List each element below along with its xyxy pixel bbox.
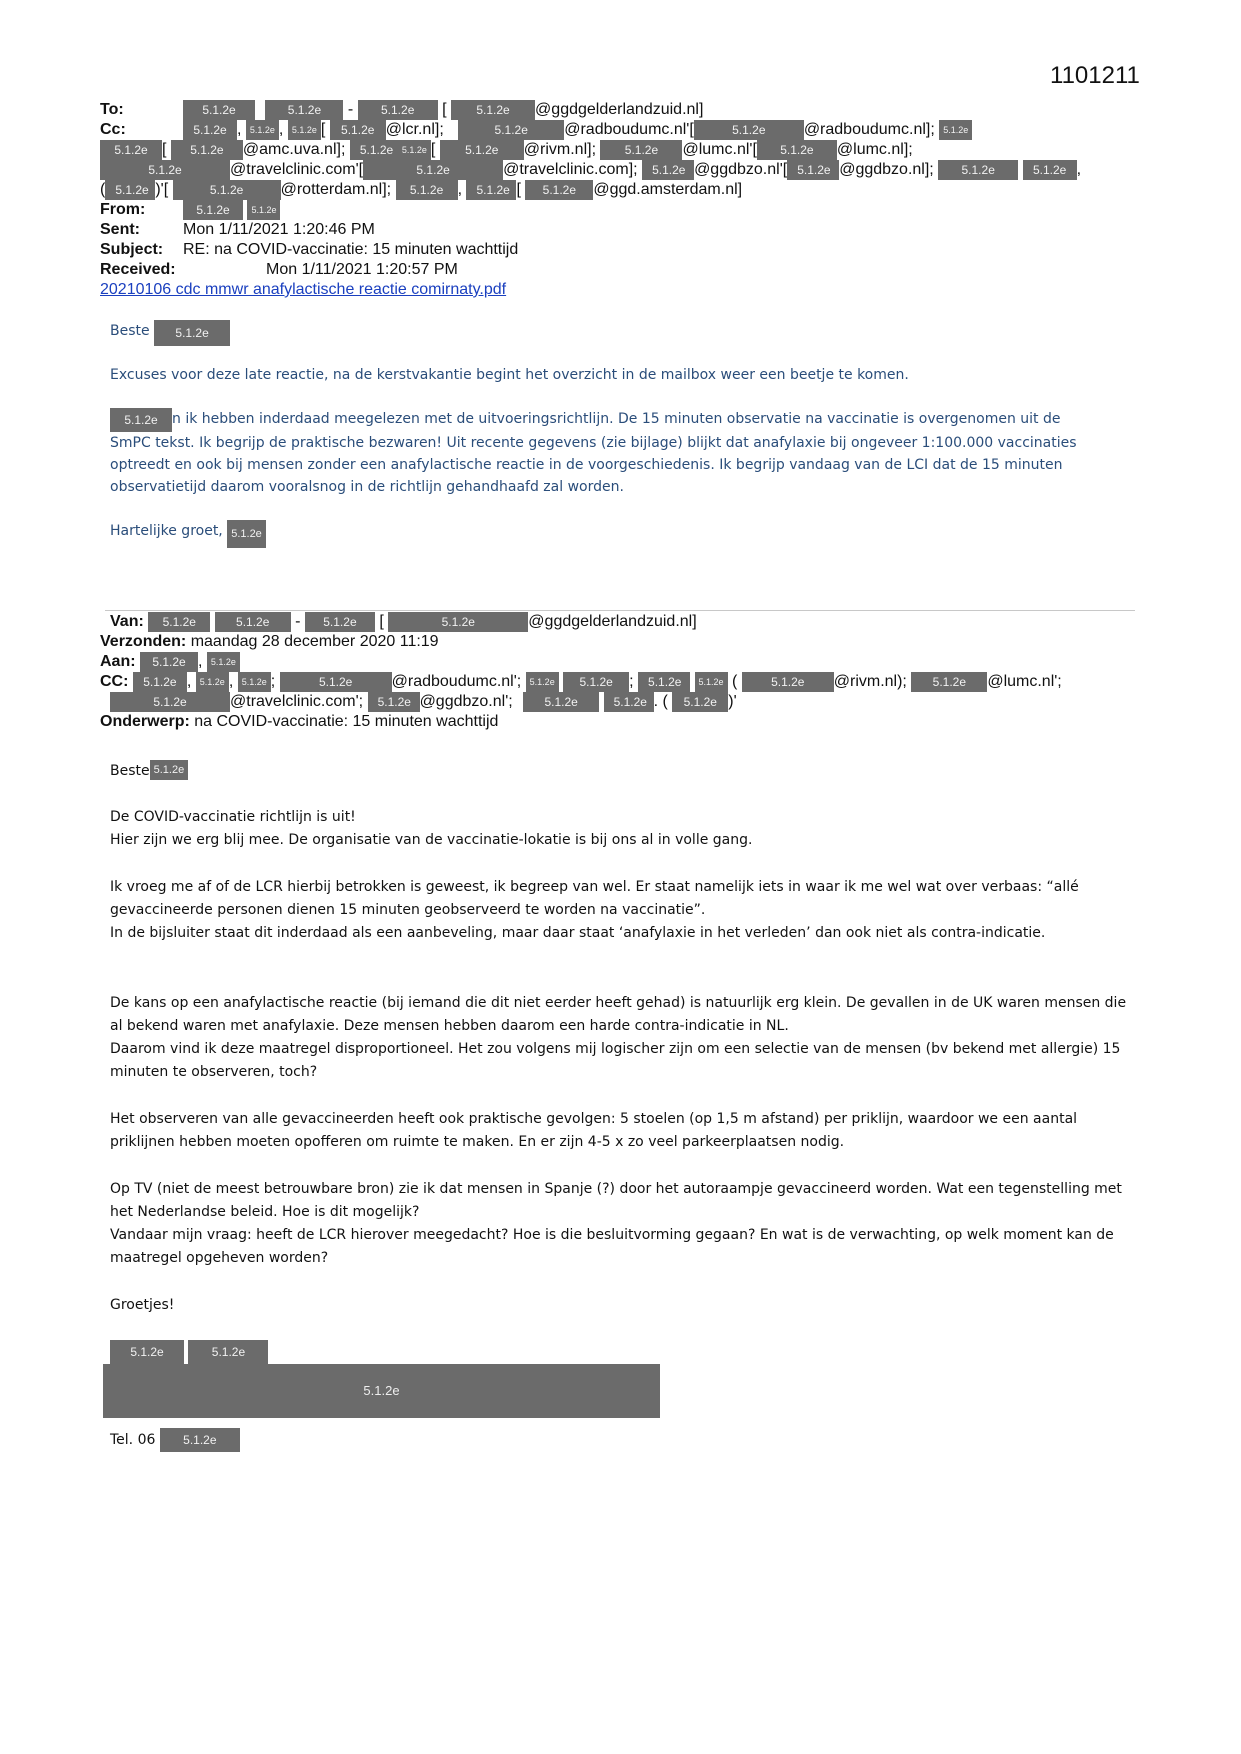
orig-greeting-line — [110, 760, 188, 782]
orig-para-5-line: Vandaar mijn vraag: heeft de LCR hierover meegedacht? Hoe is die besluitvorming gegaan? En wat is de verwachting, op welk moment kan de maatregel opgeheven worden? — [110, 1227, 1114, 1266]
cc2-line-2: 5.1.2e @travelclinic.com'; 5.1.2e @ggdbzo.nl'; 5.1.2e 5.1.2e . ( 5.1.2e )' — [110, 692, 737, 712]
redaction-block: 5.1.2e — [398, 140, 431, 160]
aan-line: Aan: 5.1.2e , 5.1.2e — [100, 652, 240, 672]
reply-para-2 — [110, 408, 1130, 498]
subject-value: RE: na COVID-vaccinatie: 15 minuten wachttijd — [183, 241, 519, 258]
redaction-block: 5.1.2e — [105, 180, 155, 200]
reply-closing-line — [110, 520, 266, 548]
cc-line-2: 5.1.2e [ 5.1.2e @amc.uva.nl]; 5.1.2e 5.1.2e [ 5.1.2e @rivm.nl]; 5.1.2e @lumc.nl'[ 5.1.2e @lumc.nl]; — [100, 140, 913, 160]
redaction-block: 5.1.2e — [110, 408, 172, 432]
attachment-link[interactable]: 20210106 cdc mmwr anafylactische reactie comirnaty.pdf — [100, 281, 507, 298]
redaction-block: 5.1.2e — [148, 612, 210, 632]
received-line — [100, 260, 176, 280]
orig-para-2-line: Ik vroeg me af of de LCR hierbij betrokken is geweest, ik begreep van wel. Er staat namelijk iets in waar ik me wel wat over verbaas: “allé gevaccineerde personen dienen 15 minuten geobserveerd te worden na vaccinatie”. — [110, 879, 1079, 918]
subject-label: Subject: — [100, 241, 164, 258]
cc2-label: CC: — [100, 673, 129, 690]
cc-email: @radboudumc.nl]; — [803, 121, 935, 138]
redaction-block: 5.1.2e — [183, 120, 237, 140]
redaction-block: 5.1.2e — [526, 672, 559, 692]
redaction-block: 5.1.2e — [742, 672, 834, 692]
signature-redactions — [110, 1340, 268, 1364]
orig-para-5-line: Op TV (niet de meest betrouwbare bron) zie ik dat mensen in Spanje (?) door het autoraampje gevaccineerd worden. Wat een tegenstelling met het Nederlandse beleid. Hoe is dit mogelijk? — [110, 1181, 1122, 1220]
sent-label: Sent: — [100, 221, 140, 238]
redaction-block: 5.1.2e — [695, 672, 728, 692]
redaction-block: 5.1.2e — [100, 160, 230, 180]
orig-para-2-line: In de bijsluiter staat dit inderdaad als een aanbeveling, maar daar staat ‘anafylaxie in het verleden’ dan ook niet als contra-indicatie. — [110, 925, 1046, 941]
redaction-block: 5.1.2e — [939, 120, 972, 140]
van-label: Van: — [110, 613, 144, 630]
verzonden-line — [100, 632, 439, 652]
redaction-block: 5.1.2e — [215, 612, 291, 632]
cc-line-1: 5.1.2e , 5.1.2e , 5.1.2e [ 5.1.2e @lcr.nl]; 5.1.2e @radboudumc.nl'[ 5.1.2e @radboudumc.nl]; 5.1.2e — [183, 120, 972, 140]
redaction-block: 5.1.2e — [247, 200, 280, 220]
cc-email: @ggdbzo.nl'[ — [694, 161, 788, 178]
redaction-block: 5.1.2e — [207, 652, 240, 672]
message-separator — [105, 610, 1135, 611]
redaction-block: 5.1.2e — [368, 692, 420, 712]
redaction-block: 5.1.2e — [396, 180, 458, 200]
redaction-block: 5.1.2e — [110, 1340, 184, 1364]
orig-para-3-line: Daarom vind ik deze maatregel disproportioneel. Het zou volgens mij logischer zijn om een selectie van de mensen (bv bekend met allergie) 15 minuten te observeren, toch? — [110, 1041, 1121, 1080]
cc2-email: @travelclinic.com'; — [230, 693, 364, 710]
redaction-block: 5.1.2e — [523, 692, 599, 712]
reply-greeting-line — [110, 320, 230, 346]
onderwerp-value: na COVID-vaccinatie: 15 minuten wachttijd — [194, 713, 499, 730]
orig-para-3 — [110, 992, 1140, 1084]
redaction-block: 5.1.2e — [451, 100, 535, 120]
cc-email: @rotterdam.nl]; — [280, 181, 392, 198]
redaction-block: 5.1.2e — [563, 672, 629, 692]
van-domain: @ggdgelderlandzuid.nl] — [528, 613, 697, 630]
redaction-block: 5.1.2e — [440, 140, 524, 160]
orig-para-1 — [110, 806, 1140, 852]
redaction-block: 5.1.2e — [280, 672, 392, 692]
tel-label: Tel. 06 — [110, 1432, 156, 1448]
cc2-email: @radboudumc.nl'; — [391, 673, 522, 690]
redaction-block: 5.1.2e — [672, 692, 728, 712]
redaction-block: 5.1.2e — [100, 140, 162, 160]
redaction-block: 5.1.2e — [171, 140, 243, 160]
orig-para-3-line: De kans op een anafylactische reactie (bij iemand die dit niet eerder heeft gehad) is natuurlijk erg klein. De gevallen in de UK waren mensen die al bekend waren met anafylaxie. Deze mensen hebben daarom een harde contra-indicatie in NL. — [110, 995, 1127, 1034]
redaction-block: 5.1.2e — [638, 672, 690, 692]
orig-closing: Groetjes! — [110, 1297, 175, 1313]
redaction-block: 5.1.2e — [330, 120, 386, 140]
cc-email: @ggd.amsterdam.nl] — [593, 181, 743, 198]
redaction-block: 5.1.2e — [604, 692, 654, 712]
redaction-block: 5.1.2e — [466, 180, 516, 200]
cc-email: @radboudumc.nl'[ — [564, 121, 694, 138]
cc-email: @lumc.nl'[ — [682, 141, 757, 158]
redaction-block: 5.1.2e — [265, 100, 343, 120]
redaction-block: 5.1.2e — [183, 200, 243, 220]
redaction-block: 5.1.2e — [358, 100, 438, 120]
redaction-block: 5.1.2e — [911, 672, 987, 692]
redaction-block: 5.1.2e — [1023, 160, 1077, 180]
orig-greeting: Beste — [110, 763, 150, 779]
orig-para-5 — [110, 1178, 1140, 1270]
cc-label-line — [100, 120, 126, 140]
to-label: To: — [100, 101, 124, 118]
cc-email: @travelclinic.com'[ — [230, 161, 364, 178]
redaction-block: 5.1.2e — [173, 180, 281, 200]
to-line — [100, 100, 124, 120]
sent-value: Mon 1/11/2021 1:20:46 PM — [183, 221, 375, 238]
reply-para-2-line-1: n ik hebben inderdaad meegelezen met de uitvoeringsrichtlijn. De 15 minuten observatie na vaccinatie is overgenomen uit de — [172, 411, 1061, 427]
signature-redaction-block: 5.1.2e — [103, 1364, 660, 1418]
redaction-block: 5.1.2e — [227, 520, 266, 548]
cc-line-4: ( 5.1.2e )'[ 5.1.2e @rotterdam.nl]; 5.1.2e , 5.1.2e [ 5.1.2e @ggd.amsterdam.nl] — [100, 181, 743, 198]
redaction-block: 5.1.2e — [458, 120, 564, 140]
orig-para-4: Het observeren van alle gevaccineerden heeft ook praktische gevolgen: 5 stoelen (op 1,5 m afstand) per priklijn, waardoor we een aantal priklijnen hebben moeten opofferen om ruimte te maken. En er zijn 4-5 x zo veel parkeerplaatsen nodig. — [110, 1111, 1078, 1150]
redaction-block: 5.1.2e — [350, 140, 398, 160]
redaction-block: 5.1.2e — [154, 320, 230, 346]
received-value: Mon 1/11/2021 1:20:57 PM — [266, 261, 458, 278]
redaction-block: 5.1.2e — [600, 140, 682, 160]
redaction-block: 5.1.2e — [238, 672, 271, 692]
received-label: Received: — [100, 261, 176, 278]
cc-email: @rivm.nl]; — [523, 141, 597, 158]
redaction-block: 5.1.2e — [160, 1428, 240, 1452]
redaction-block: 5.1.2e — [246, 120, 279, 140]
redaction-block: 5.1.2e — [305, 612, 375, 632]
subject-line — [100, 240, 163, 260]
reply-para-2-rest: SmPC tekst. Ik begrijp de praktische bezwaren! Uit recente gegevens (zie bijlage) blijkt dat anafylaxie bij ongeveer 1:100.000 vaccinaties optreedt en ook bij mensen zonder een anafylactische reactie in de voorgeschiedenis. Ik begrijp vandaag van de LCI dat de 15 minuten observatietijd daarom vooralsnog in de richtlijn gehandhaafd zal worden. — [110, 435, 1077, 495]
redaction-block: 5.1.2e — [188, 1340, 268, 1364]
tel-line — [110, 1428, 240, 1452]
reply-para-1: Excuses voor deze late reactie, na de kerstvakantie begint het overzicht in de mailbox weer een beetje te komen. — [110, 367, 909, 383]
verzonden-value: maandag 28 december 2020 11:19 — [190, 633, 439, 650]
orig-para-1-line: De COVID-vaccinatie richtlijn is uit! — [110, 809, 356, 825]
redaction-block: 5.1.2e — [525, 180, 593, 200]
orig-para-2 — [110, 876, 1140, 945]
redaction-block: 5.1.2e — [694, 120, 804, 140]
cc2-email: @lumc.nl'; — [987, 673, 1062, 690]
reply-greeting: Beste — [110, 323, 150, 339]
cc2-email: @rivm.nl); — [833, 673, 907, 690]
redaction-block: 5.1.2e — [757, 140, 837, 160]
redaction-block: 5.1.2e — [140, 652, 198, 672]
redaction-block: 5.1.2e — [388, 612, 528, 632]
cc-email: @ggdbzo.nl]; — [839, 161, 934, 178]
verzonden-label: Verzonden: — [100, 633, 187, 650]
onderwerp-label: Onderwerp: — [100, 713, 190, 730]
onderwerp-line — [100, 712, 498, 732]
cc-email: @amc.uva.nl]; — [242, 141, 346, 158]
van-line: Van: 5.1.2e 5.1.2e - 5.1.2e [ 5.1.2e @ggdgelderlandzuid.nl] — [110, 613, 697, 630]
redaction-block: 5.1.2e — [938, 160, 1018, 180]
redaction-block: 5.1.2e — [196, 672, 229, 692]
cc2-line-1: CC: 5.1.2e , 5.1.2e , 5.1.2e ; 5.1.2e @radboudumc.nl'; 5.1.2e 5.1.2e ; 5.1.2e 5.1.2e ( 5.1.2e @rivm.nl); 5.1.2e @lumc.nl'; — [100, 673, 1062, 690]
to-recipients: 5.1.2e 5.1.2e - 5.1.2e [ 5.1.2e @ggdgelderlandzuid.nl] — [183, 100, 703, 120]
cc-email: @lumc.nl]; — [836, 141, 913, 158]
reply-closing: Hartelijke groet, — [110, 523, 223, 539]
redaction-block: 5.1.2e — [642, 160, 694, 180]
cc-email: @lcr.nl]; — [385, 121, 444, 138]
redaction-block: 5.1.2e — [363, 160, 503, 180]
aan-label: Aan: — [100, 653, 136, 670]
redaction-block: 5.1.2e — [183, 100, 255, 120]
from-value — [183, 200, 280, 220]
cc-line-3: 5.1.2e @travelclinic.com'[ 5.1.2e @travelclinic.com]; 5.1.2e @ggdbzo.nl'[ 5.1.2e @ggdbzo.nl]; 5.1.2e 5.1.2e , — [100, 160, 1081, 180]
sent-line — [100, 220, 140, 240]
cc2-email: @ggdbzo.nl'; — [419, 693, 513, 710]
orig-para-1-line: Hier zijn we erg blij mee. De organisatie van de vaccinatie-lokatie is bij ons al in volle gang. — [110, 832, 753, 848]
document-number: 1101211 — [1050, 62, 1140, 89]
redaction-block: 5.1.2e — [288, 120, 321, 140]
cc-email: @travelclinic.com]; — [503, 161, 638, 178]
from-line — [100, 200, 145, 220]
from-label: From: — [100, 201, 146, 218]
redaction-block: 5.1.2e — [787, 160, 839, 180]
redaction-block: 5.1.2e — [110, 692, 230, 712]
redaction-block: 5.1.2e — [150, 760, 189, 780]
cc-label: Cc: — [100, 121, 126, 138]
to-domain: @ggdgelderlandzuid.nl] — [535, 101, 704, 118]
redaction-block: 5.1.2e — [133, 672, 187, 692]
